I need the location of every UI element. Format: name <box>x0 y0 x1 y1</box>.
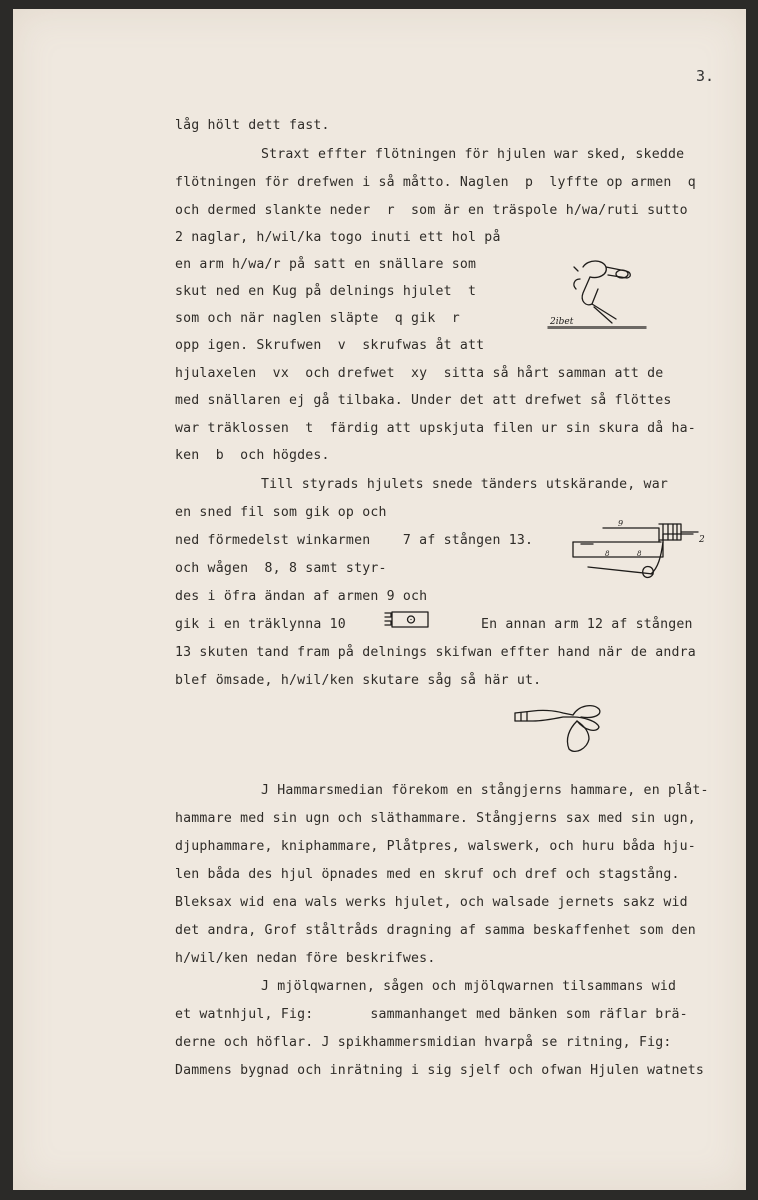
text-line: gik i en träklynna 10 <box>175 617 346 632</box>
text-line: war träklossen t färdig att upskjuta filen ur sin skura då ha- <box>175 421 696 436</box>
text-line: et watnhjul, Fig: sammanhanget med bänken som räflar brä- <box>175 1007 688 1022</box>
text-line: 13 skuten tand fram på delnings skifwan effter hand när de andra <box>175 645 696 660</box>
text-line: djuphammare, kniphammare, Plåtpres, walswerk, och huru båda hju- <box>175 839 696 854</box>
page-number: 3. <box>696 67 715 85</box>
text-line: skut ned en Kug på delnings hjulet t <box>175 284 477 299</box>
saw-sketch <box>563 512 708 587</box>
text-line: Straxt effter flötningen för hjulen war sked, skedde <box>261 147 685 162</box>
sketch-label: 9 <box>618 519 624 528</box>
text-line: som och när naglen släpte q gik r <box>175 311 460 326</box>
text-line: låg hölt dett fast. <box>175 118 330 133</box>
text-line: J mjölqwarnen, sågen och mjölqwarnen tilsammans wid <box>261 979 677 994</box>
text-line: flötningen för drefwen i så måtto. Naglen p lyffte op armen q <box>175 175 696 190</box>
text-line: det andra, Grof ståltråds dragning af samma beskaffenhet som den <box>175 923 696 938</box>
text-line: en arm h/wa/r på satt en snällare som <box>175 257 477 272</box>
text-line: med snällaren ej gå tilbaka. Under det att drefwet så flöttes <box>175 393 672 408</box>
lever-sketch <box>511 701 611 761</box>
text-line: En annan arm 12 af stången <box>481 617 693 632</box>
sketch-label: 8 <box>605 550 610 558</box>
text-line: hammare med sin ugn och släthammare. Stångjerns sax med sin ugn, <box>175 811 696 826</box>
sketch-label: 8 <box>637 550 642 558</box>
text-line: Bleksax wid ena wals werks hjulet, och walsade jernets sakz wid <box>175 895 688 910</box>
text-line: des i öfra ändan af armen 9 och <box>175 589 428 604</box>
wooden-block-sketch <box>381 609 433 631</box>
text-line: hjulaxelen vx och drefwet xy sitta så hårt samman att de <box>175 366 664 381</box>
sketch-label: 2 <box>699 535 705 545</box>
text-line: derne och höflar. J spikhammersmidian hvarpå se ritning, Fig: <box>175 1035 672 1050</box>
text-line: och wågen 8, 8 samt styr- <box>175 561 387 576</box>
text-line: Till styrads hjulets snede tänders utskärande, war <box>261 477 668 492</box>
text-line: blef ömsade, h/wil/ken skutare såg så här ut. <box>175 673 542 688</box>
mechanism-sketch <box>528 249 648 329</box>
text-line: 2 naglar, h/wil/ka togo inuti ett hol på <box>175 230 501 245</box>
text-line: J Hammarsmedian förekom en stångjerns hammare, en plåt- <box>261 783 709 798</box>
sketch-label: 2ibet <box>550 317 574 327</box>
text-line: len båda des hjul öpnades med en skruf och dref och stagstång. <box>175 867 680 882</box>
text-line: opp igen. Skrufwen v skrufwas åt att <box>175 338 485 353</box>
text-line: ned förmedelst winkarmen 7 af stången 13. <box>175 533 534 548</box>
text-line: h/wil/ken nedan före beskrifwes. <box>175 951 436 966</box>
text-line: och dermed slankte neder r som är en träspole h/wa/ruti sutto <box>175 203 688 218</box>
text-line: en sned fil som gik op och <box>175 505 387 520</box>
text-line: ken b och högdes. <box>175 448 330 463</box>
text-line: Dammens bygnad och inrätning i sig sjelf och ofwan Hjulen watnets <box>175 1063 705 1078</box>
document-page <box>13 9 746 1190</box>
